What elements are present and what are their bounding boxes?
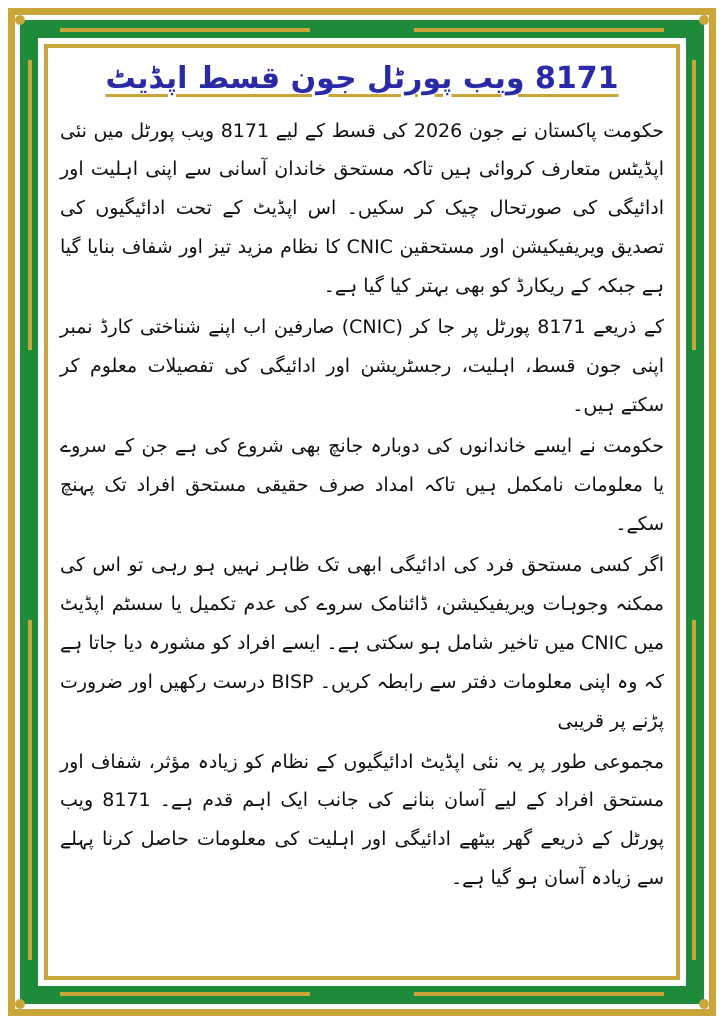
decor-bar-left-top bbox=[28, 60, 32, 350]
paragraph-delay-reasons: اگر کسی مستحق فرد کی ادائیگی ابھی تک ظاہر نہیں ہو رہی تو اس کی ممکنہ وجوہات ویریفیکیشن، ڈائنامک سروے کی عدم تکمیل یا سسٹم اپڈیٹ میں CNIC میں تاخیر شامل ہو سکتی ہے۔ ایسے افراد کو مشورہ دیا جاتا ہے کہ وہ اپنی معلومات دفتر سے رابطہ کریں۔ BISP درست رکھیں اور ضرورت پڑنے پر قریبی bbox=[60, 553, 664, 732]
decor-bar-top-right bbox=[414, 28, 664, 32]
article-content bbox=[60, 60, 664, 964]
decor-bar-bottom-right bbox=[414, 992, 664, 996]
paragraph-resurvey: حکومت نے ایسے خاندانوں کی دوبارہ جانچ بھی شروع کی ہے جن کے سروے یا معلومات نامکمل ہیں تاکہ امداد صرف حقیقی مستحق افراد تک پہنچ سکے۔ bbox=[60, 435, 664, 535]
corner-ornament bbox=[15, 999, 25, 1009]
corner-ornament bbox=[699, 999, 709, 1009]
decor-bar-left-bottom bbox=[28, 620, 32, 960]
decor-bar-top-left bbox=[60, 28, 310, 32]
paragraph-conclusion: مجموعی طور پر یہ نئی اپڈیٹ ادائیگیوں کے نظام کو زیادہ مؤثر، شفاف اور مستحق افراد کے لیے آسان بنانے کی جانب ایک اہم قدم ہے۔ 8171 ویب پورٹل کے ذریعے گھر بیٹھے ادائیگی اور اہلیت کی معلومات حاصل کرنا پہلے سے زیادہ آسان ہو گیا ہے۔ bbox=[60, 750, 664, 890]
article-title: 8171 ویب پورٹل جون قسط اپڈیٹ bbox=[105, 61, 619, 96]
paragraph-cnic-check: کے ذریعے 8171 پورٹل پر جا کر (CNIC) صارفین اب اپنے شناختی کارڈ نمبر اپنی جون قسط، اہلیت، رجسٹریشن اور ادائیگی کی تفصیلات معلوم کر سکتے ہیں۔ bbox=[60, 316, 665, 417]
decor-bar-right-bottom bbox=[692, 620, 696, 960]
paragraph-intro: حکومت پاکستان نے جون 2026 کی قسط کے لیے 8171 ویب پورٹل میں نئی اپڈیٹس متعارف کروائی ہیں تاکہ مستحق خاندان آسانی سے اپنی اہلیت اور ادائیگی کی صورتحال چیک کر سکیں۔ اس اپڈیٹ کے تحت ادائیگیوں کی تصدیق ویریفیکیشن اور مستحقین CNIC کا نظام مزید تیز اور شفاف بنایا گیا ہے جبکہ کے ریکارڈ کو بھی بہتر کیا گیا ہے۔ bbox=[60, 119, 665, 298]
corner-ornament bbox=[699, 15, 709, 25]
corner-ornament bbox=[15, 15, 25, 25]
decor-bar-bottom-left bbox=[60, 992, 310, 996]
decor-bar-right-top bbox=[692, 60, 696, 350]
